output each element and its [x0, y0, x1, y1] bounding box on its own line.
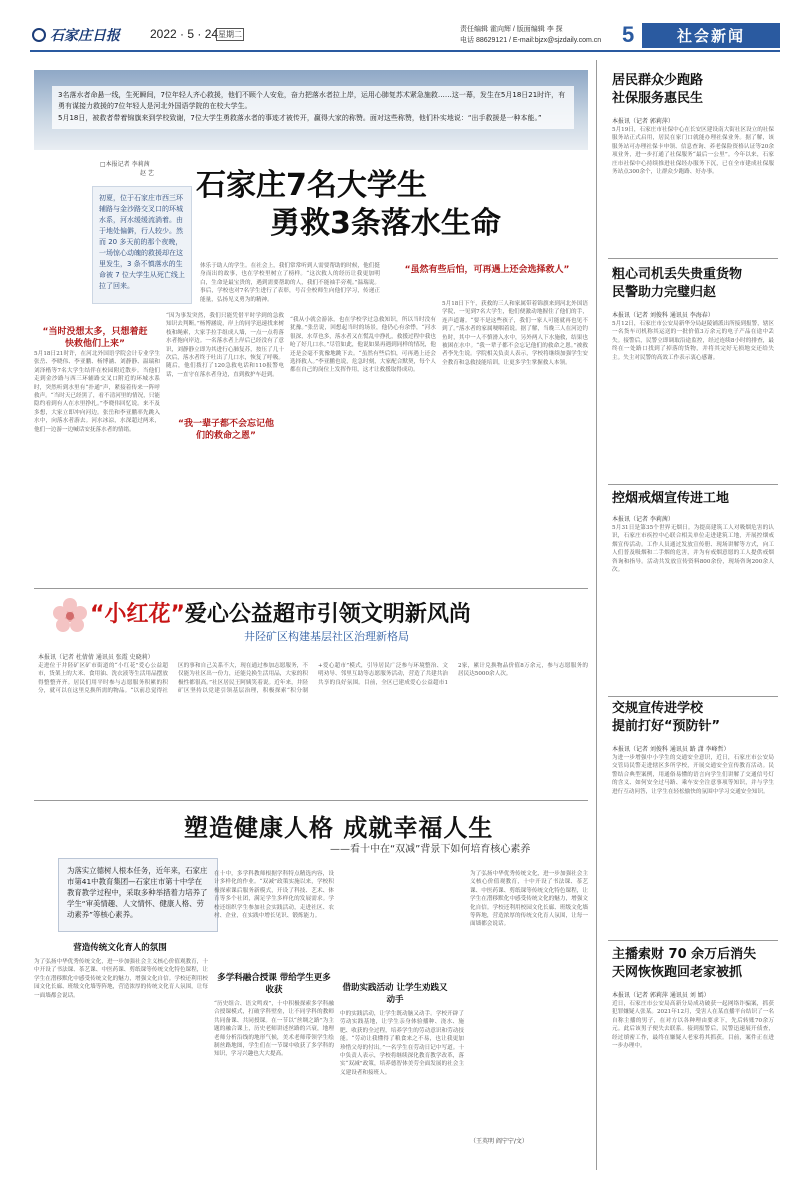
story2-body: 走进位于井陉矿区矿市街道的“小红花”爱心公益超市，货架上的大米、食用油、洗衣液等生活用品摆放得整整齐齐。居民们用平时参与志愿服务积累的积分，就可以在这里兑换所需的物品。“以前总觉得社区的事和自己关系不大，现在通过参加志愿服务，不仅能为社区出一份力，还能兑换生活用品，大家的积极性都很高。”社区居民王阿姨笑着说。近年来，井陉矿区坚持以党建引领基层治理，积极探索“积分制+爱心超市”模式，引导居民广泛参与环境整治、文明劝导、邻里互助等志愿服务活动，营造了共建共治共享的良好氛围。目前，全区已建成爱心公益超市12家，累计兑换物品价值8万余元，参与志愿服务的居民达5000余人次。	[38, 663, 588, 695]
story1-body-b: “因为事发突然，我们只能凭借平时学到的急救知识去判断。”杨博涵说，岸上的同学迅速找来树枝和绳索，大家手拉手组成人墙，一点一点将落水者拖向岸边。一名落水者上岸后已经没有了意识，刘静静立即为其进行心肺复苏，按压了几十次后，落水者终于吐出了几口水，恢复了呼吸。随后，他们拨打了120急救电话和110报警电话，一直守在落水者身边，直到救护车赶到。	[166, 313, 284, 378]
story3-credit: （王英明 阎宁宁/文）	[470, 1138, 528, 1145]
flower-icon	[50, 596, 90, 636]
story1-lead	[52, 86, 574, 129]
story2-subtitle: 井陉矿区构建基层社区治理新格局	[244, 630, 409, 643]
r2-title-line1: 粗心司机丢失贵重货物	[612, 267, 743, 282]
r2-body: 5月12日，石家庄市公安局新华分局赵陵铺派出所接到报警，辖区一名货车司机称其运送的一批价值3万余元的电子产品在途中丢失。接警后，民警立即调取沿途监控，经过连续8小时的排查，最终在一处路口找到了掉落的货物，并将其完好无损地交还给失主。失主对民警的高效工作表示衷心感谢。	[612, 321, 774, 361]
page-number: 5	[622, 22, 635, 47]
masthead	[30, 22, 780, 52]
r3-byline: 本报讯（记者 李莉茜）	[612, 516, 674, 523]
story1-title	[196, 160, 566, 260]
story1-lead-p2: 5月18日，被救者带着锦旗来到学校致谢，7位大学生勇救落水者的事迹才被传开，赢得大家的称赞。面对这些称赞，他们朴实地说：“出手救援是一种本能。”	[58, 114, 542, 122]
r4-title	[612, 700, 720, 736]
story3-body-c: 在十中，多学科教师根据学科特点精选内容，设计多样化的作业。“双减”政策实施以来，学校积极探索课后服务新模式，开设了科技、艺术、体育等多个社团，满足学生多样化的发展需求。学校还组织学生参加社会实践活动，走进社区、农村、企业，在实践中增长见识、锻炼能力。	[214, 871, 334, 920]
r1-byline: 本报讯（记者 郭莉萍）	[612, 118, 674, 125]
logo-icon	[32, 28, 46, 42]
story1-reporter-1: □本报记者 李莉茜	[100, 161, 150, 168]
story3-subtitle: ——看十中在“双减”背景下如何培育核心素养	[330, 844, 531, 855]
story2-title	[90, 597, 471, 628]
section-name: 社会新闻	[642, 23, 780, 48]
column-divider	[596, 60, 597, 1170]
story1-body-d: 5月18日下午，获救的三人和家属带着锦旗来到河北外国语学院，一见到7名大学生，他们便激动地握住了他们的手，连声道谢。“要不是这些孩子，我们一家人可能就再也见不到了。”落水者的家属哽咽着说。据了解，当晚三人在河边钓鱼时，其中一人不慎滑入水中，另外两人下水施救，结果也被困在水中。“我一辈子都不会忘记他们的救命之恩。”被救者李先生说。学院相关负责人表示，学校将继续加强学生安全教育和急救技能培训，让更多学生掌握救人本领。	[442, 301, 588, 366]
story2-title-rest: 爱心公益超市引领文明新风尚	[184, 602, 471, 627]
story3-title: 塑造健康人格 成就幸福人生	[184, 814, 494, 842]
r2-title	[612, 266, 742, 302]
weekday: 星期二	[218, 30, 242, 39]
r4-byline: 本报讯（记者 刘俊科 通讯员 路 潇 李峰哲）	[612, 746, 730, 753]
story3-body-e: 为了弘扬中华优秀传统文化，进一步加强社会主义核心价值观教育，十中开设了书法课、茶艺课、中医药课、剪纸课等传统文化特色课程，让学生在潜移默化中感受传统文化的魅力，增强文化自信。学校还利用校园文化长廊、班级文化墙等阵地，营造浓厚的传统文化育人氛围，让每一面墙都会说话。	[470, 871, 588, 928]
story1-body-c: 体乐于助人的学生。在社会上，我们常常听到人需要帮助的时候，他们挺身而出的故事，也在学校里树立了榜样。“这次救人的经历让我更加明白，生命是最宝贵的，遇到需要帮助的人，我们不能袖手旁观。”温瑞说。事后，学校也对7名学生进行了表彰，号召全校师生向他们学习，传递正能量，弘扬见义勇为的精神。	[200, 263, 380, 303]
story-divider-1	[34, 588, 588, 589]
story3-body-b: “历史组合、语文鸣戏”，十中积极探索多学科融合授课模式，打破学科壁垒，让不同学科的教师共同备课、共同授课。在一节以“丝绸之路”为主题的融合课上，历史老师讲述丝路的兴衰，地理老师分析沿线的地形气候，美术老师带领学生绘制丝路地图，学生们在一节课中收获了多学科的知识，学习兴趣也大大提高。	[214, 1001, 334, 1058]
story-divider-2	[34, 800, 588, 801]
r1-title	[612, 72, 703, 108]
r3-title-line1: 控烟戒烟宣传进工地	[612, 491, 730, 506]
story3-subhead-1: 营造传统文化育人的氛围	[73, 943, 167, 953]
story1-subhead-3: “我一辈子都不会忘记他们的救命之恩”	[178, 419, 274, 441]
story3-body-a: 为了弘扬中华优秀传统文化，进一步加强社会主义核心价值观教育，十中开设了书法课、茶艺课、中医药课、剪纸课等传统文化特色课程，让学生在潜移默化中感受传统文化的魅力，增强文化自信。学校还利用校园文化长廊、班级文化墙等阵地，营造浓厚的传统文化育人氛围，让每一面墙都会说话。	[34, 959, 208, 999]
r3-body: 5月31日是第35个世界无烟日。为提高建筑工人对吸烟危害的认识，石家庄市疾控中心联合相关单位走进建筑工地，开展控烟戒烟宣传活动。工作人员通过发放宣传册、现场讲解等方式，向工人们普及吸烟和二手烟的危害，并为有戒烟意愿的工人提供戒烟咨询和指导。活动共发放宣传资料800余份，现场咨询200余人次。	[612, 525, 774, 574]
story1-body-e: “我从小就会游泳，也在学校学过急救知识，所以当时没有犹豫。”张岳说，回想起当时的场景，他仍心有余悸，“河水很深，水草也多，落水者又在慌乱中挣扎，救援过程中我也呛了好几口水。”尽管如此，他说如果再遇到同样的情况，他还是会毫不犹豫地跳下去。“虽然有些后怕，可再遇上还会选择救人。”李亚鹏也说，危急时刻，大家配合默契，每个人都在自己的岗位上发挥作用，这才让救援取得成功。	[290, 317, 436, 374]
story2-byline: 本报讯（记者 杜倩倩 通讯员 张霞 史晓莉）	[38, 654, 154, 661]
r5-body: 近日，石家庄市公安局高新分局成功破获一起网络诈骗案，抓获犯罪嫌疑人张某。2021年12月，受害人在某直播平台结识了一名自称主播的男子，在对方以各种理由要求下，先后转账70余万元。此后该男子便失去联系。接到报警后，民警迅速展开侦查，经过缜密工作，最终在嫌疑人老家将其抓获。目前，案件正在进一步办理中。	[612, 1001, 774, 1050]
newspaper-logo	[32, 25, 120, 45]
logo-text: 石家庄日报	[50, 28, 120, 44]
story1-subhead-1: “当时没想太多，只想着赶快救他们上来”	[42, 327, 148, 349]
story1-reporter	[100, 160, 180, 182]
r-divider-1	[608, 258, 778, 259]
r5-title-line1: 主播索财 70 余万后消失	[612, 947, 757, 962]
r-divider-3	[608, 696, 778, 697]
editor-info	[460, 24, 601, 46]
r4-body: 为进一步增强中小学生的交通安全意识，近日，石家庄市公安局交管局民警走进辖区多所学校，开展交通安全宣传教育活动。民警结合典型案例，用通俗易懂的语言向学生们讲解了交通信号灯的含义、如何安全过马路、乘车安全注意事项等知识，并与学生进行互动问答，让学生在轻松愉快的氛围中学习交通安全知识。	[612, 755, 774, 795]
story1-intro: 初夏，位于石家庄市西三环辅路与金沙路交叉口的环城水系，河水缓缓流淌着。由于地处偏僻，行人较少。然而 20 多天前的那个夜晚，一场惊心动魄的救援却在这里发生，3 条不慎落水的生命被 7 位大学生从死亡线上拉了回来。	[92, 186, 192, 304]
story1-subhead-2: “虽然有些后怕，可再遇上还会选择救人”	[404, 265, 570, 275]
story2-title-highlight: “小红花”	[90, 602, 185, 627]
story1-reporter-2: 赵 艺	[140, 170, 154, 177]
r3-title	[612, 490, 729, 508]
story1-body-a: 5月18日21时许，在河北外国语学院会计专业学生张岳、李晓伟、李亚鹏、杨博涵、刘静静、温瑞和刘泽楷等7名大学生结伴在校园附近散步。当他们走到金沙路与西三环辅路交叉口附近的环城水系时，突然听到水里有“扑通”声，紧接着传来一阵呼救声。“当时天已经黑了，看不清河里的情况，只能隐约看到有人在水里挣扎。”李晓伟回忆说。来不及多想，大家立即冲向河边。张岳和李亚鹏率先跳入水中，向落水者游去。河水冰凉，水深超过两米，他们一边游一边喊话安抚落水者的情绪。	[34, 351, 160, 433]
story1-title-line1: 石家庄7名大学生	[196, 168, 427, 203]
r-divider-2	[608, 484, 778, 485]
story1-title-line2: 勇救3条落水生命	[270, 206, 501, 241]
r1-body: 5月19日，石家庄市社保中心在长安区建设南大街社区设立的社保服务站正式启用，居民在家门口就能办理社保业务。据了解，该服务站可办理社保卡申领、信息查询、养老保险资格认证等20余项业务，进一步打通了社保服务“最后一公里”。今年以来，石家庄市社保中心持续推进社保经办服务下沉，已在全市建成社保服务站点300余个，让群众少跑路、好办事。	[612, 127, 774, 176]
r-divider-4	[608, 940, 778, 941]
story3-intro-box: 为落实立德树人根本任务，近年来，石家庄市第41中教育集团—石家庄市第十中学在教育教学过程中，采取多种举措着力培养了学生“审美情趣、人文情怀、健康人格、劳动素养”等核心素养。	[58, 858, 218, 932]
story3-subhead-2: 多学科融合授课 带给学生更多收获	[217, 973, 331, 995]
r2-byline: 本报讯（记者 刘俊科 通讯员 李海春）	[612, 312, 714, 319]
issue-date: 2022 · 5 · 24	[150, 27, 219, 41]
r1-title-line1: 居民群众少跑路	[612, 73, 704, 88]
r5-title	[612, 946, 756, 982]
editor-names: 责任编辑 霍向辉 / 版面编辑 李 探	[460, 26, 563, 33]
story3-subhead-3: 借助实践活动 让学生劝践又动手	[342, 983, 448, 1005]
r5-title-line2: 天网恢恢跑回老家被抓	[612, 965, 743, 980]
story1-lead-p1: 3名落水者命悬一线，生死瞬间，7位年轻人齐心救援，他们不顾个人安危，奋力把落水者拉上岸，运用心肺复苏术紧急施救……这一幕，发生在5月18日21时许，有勇有谋接力救援的7位年轻人是河北外国语学院的在校大学生。	[58, 91, 566, 110]
r1-title-line2: 社保服务惠民生	[612, 91, 704, 106]
r5-byline: 本报讯（记者 郭莉萍 通讯员 刘 嫣）	[612, 992, 710, 999]
r4-title-line2: 提前打好“预防针”	[612, 719, 721, 734]
r4-title-line1: 交规宣传进学校	[612, 701, 704, 716]
r2-title-line2: 民警助力完璧归赵	[612, 285, 717, 300]
story3-body-d: 中的实践活动，让学生既动脑又动手。学校开辟了劳动实践基地，让学生亲身体验播种、浇水、施肥、收获的全过程，培养学生的劳动意识和劳动技能。“劳动让我懂得了粮食来之不易，也让我更加珍惜父母的付出。”一名学生在劳动日记中写道。十中负责人表示，学校将继续深化教育教学改革，落实“双减”政策，培养德智体美劳全面发展的社会主义建设者和接班人。	[340, 1011, 464, 1076]
editor-contact: 电话 88629121 / E-mail:bjzx@sjzdaily.com.cn	[460, 37, 602, 44]
